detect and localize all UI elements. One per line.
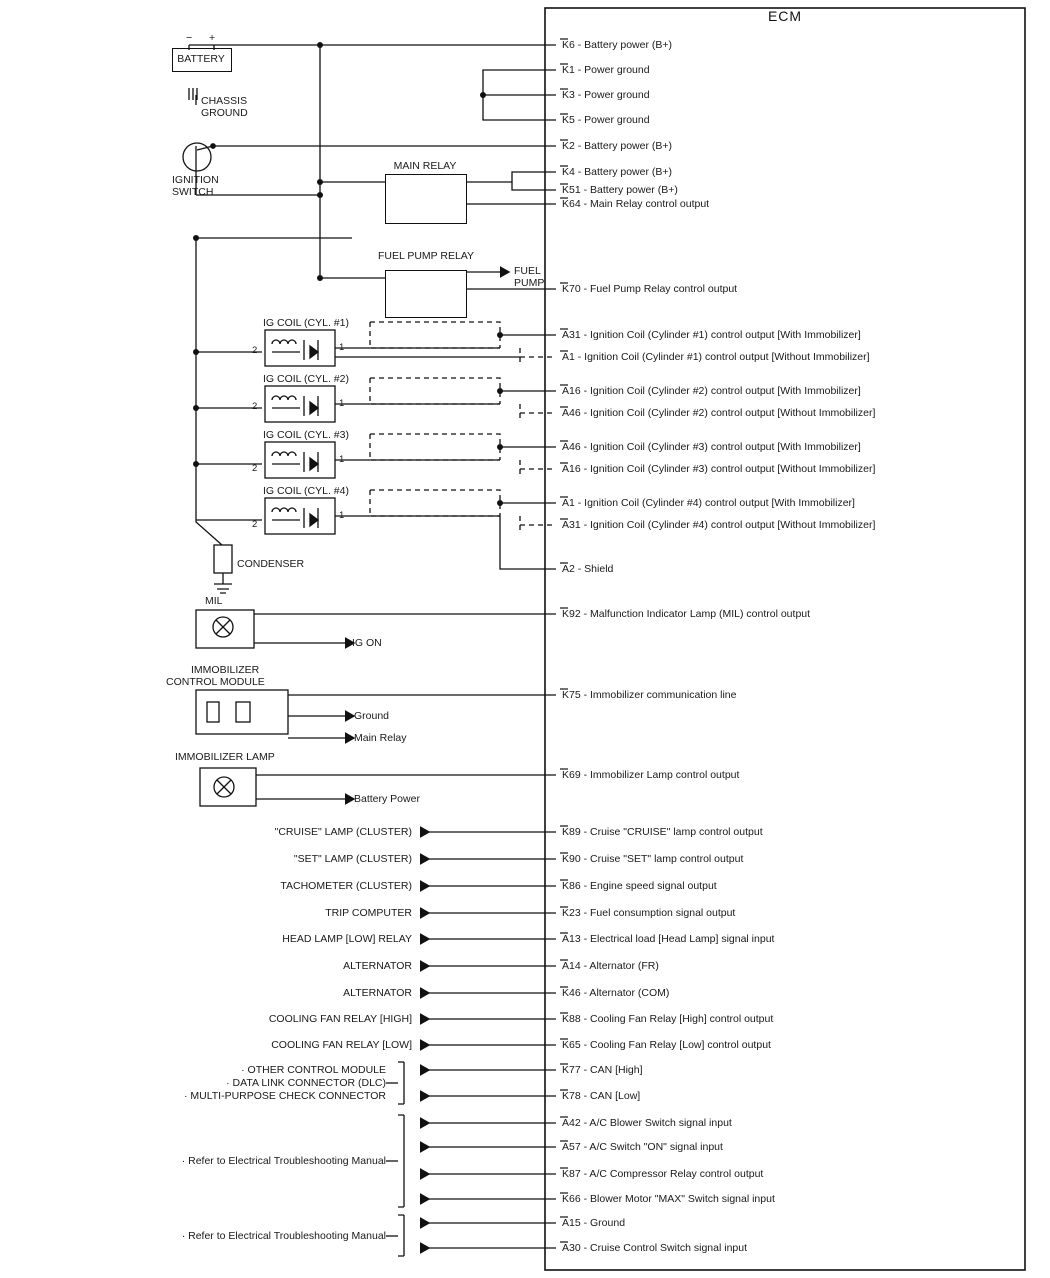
chassis-ground-label-line1: CHASSIS <box>201 95 248 107</box>
left-label-alternator-fr: ALTERNATOR <box>343 960 412 972</box>
ig-coil-3-label: IG COIL (CYL. #3) <box>263 429 349 441</box>
ecm-pin-k3: K3 - Power ground <box>562 89 650 101</box>
left-label-cooling-fan-relay-low: COOLING FAN RELAY [LOW] <box>271 1039 412 1051</box>
ecm-pin-a14: A14 - Alternator (FR) <box>562 960 659 972</box>
ecm-pin-k86: K86 - Engine speed signal output <box>562 880 717 892</box>
ig-coil-2-pin-1: 1 <box>339 398 345 409</box>
ecm-pin-a16b: A16 - Ignition Coil (Cylinder #3) control output [Without Immobilizer] <box>562 463 876 475</box>
ecm-pin-a1b: A1 - Ignition Coil (Cylinder #4) control output [With Immobilizer] <box>562 497 855 509</box>
ecm-pin-k69: K69 - Immobilizer Lamp control output <box>562 769 740 781</box>
ecm-pin-a16a: A16 - Ignition Coil (Cylinder #2) control output [With Immobilizer] <box>562 385 861 397</box>
fuel-pump-relay-label: FUEL PUMP RELAY <box>377 250 475 262</box>
ig-coil-2-pin-2: 2 <box>252 401 258 412</box>
left-label-tachometer-cluster: TACHOMETER (CLUSTER) <box>280 880 412 892</box>
ig-coil-4-pin-1: 1 <box>339 510 345 521</box>
ignition-switch-label-line2: SWITCH <box>172 186 214 198</box>
ecm-pin-a13: A13 - Electrical load [Head Lamp] signal input <box>562 933 775 945</box>
ecm-pin-k88: K88 - Cooling Fan Relay [High] control output <box>562 1013 774 1025</box>
left-label-cooling-fan-relay-high: COOLING FAN RELAY [HIGH] <box>268 1013 412 1025</box>
ig-coil-3-pin-1: 1 <box>339 454 345 465</box>
ecm-pin-a46b: A46 - Ignition Coil (Cylinder #3) control output [With Immobilizer] <box>562 441 861 453</box>
immobilizer-lamp-label: IMMOBILIZER LAMP <box>175 751 275 763</box>
left-label-set-lamp-cluster: "SET" LAMP (CLUSTER) <box>293 853 412 865</box>
ecm-pin-k89: K89 - Cruise "CRUISE" lamp control output <box>562 826 763 838</box>
ecm-pin-k90: K90 - Cruise "SET" lamp control output <box>562 853 744 865</box>
ecm-pin-k77: K77 - CAN [High] <box>562 1064 643 1076</box>
ig-coil-3-pin-2: 2 <box>252 463 258 474</box>
immobilizer-ground-label: Ground <box>354 710 390 722</box>
ecm-pin-k66: K66 - Blower Motor "MAX" Switch signal input <box>562 1193 775 1205</box>
battery-negative-terminal: − <box>186 32 193 44</box>
ig-coil-1-label: IG COIL (CYL. #1) <box>263 317 349 329</box>
ecm-pin-k87: K87 - A/C Compressor Relay control output <box>562 1168 764 1180</box>
ignition-switch-label-line1: IGNITION <box>172 174 219 186</box>
ecm-pin-a31a: A31 - Ignition Coil (Cylinder #1) control output [With Immobilizer] <box>562 329 861 341</box>
ecm-pin-k92: K92 - Malfunction Indicator Lamp (MIL) control output <box>562 608 811 620</box>
ig-coil-4-label: IG COIL (CYL. #4) <box>263 485 349 497</box>
ecm-pin-k75: K75 - Immobilizer communication line <box>562 689 737 701</box>
ecm-pin-a1a: A1 - Ignition Coil (Cylinder #1) control output [Without Immobilizer] <box>562 351 870 363</box>
ecm-pin-k70: K70 - Fuel Pump Relay control output <box>562 283 738 295</box>
main-relay-label: MAIN RELAY <box>393 160 457 172</box>
immobilizer-control-module-label-line1: IMMOBILIZER <box>191 664 260 676</box>
ig-coil-1-pin-2: 2 <box>252 345 258 356</box>
immobilizer-control-module-label-line2: CONTROL MODULE <box>166 676 265 688</box>
ecm-title: ECM <box>767 8 803 24</box>
ecm-pin-k6: K6 - Battery power (B+) <box>562 39 672 51</box>
left-label-head-lamp-low-relay: HEAD LAMP [LOW] RELAY <box>282 933 412 945</box>
immobilizer-lamp-battery-power-label: Battery Power <box>354 793 420 805</box>
ecm-pin-k64: K64 - Main Relay control output <box>562 198 710 210</box>
immobilizer-main-relay-label: Main Relay <box>354 732 407 744</box>
ecm-pin-a42: A42 - A/C Blower Switch signal input <box>562 1117 732 1129</box>
ecm-pin-k46: K46 - Alternator (COM) <box>562 987 670 999</box>
ecm-pin-k51: K51 - Battery power (B+) <box>562 184 678 196</box>
left-label-data-link-connector: · DATA LINK CONNECTOR (DLC) <box>226 1077 386 1089</box>
ecm-pin-a30: A30 - Cruise Control Switch signal input <box>562 1242 748 1254</box>
fuel-pump-label-line2: PUMP <box>514 277 545 289</box>
battery-label: BATTERY <box>177 53 225 65</box>
ecm-pin-a57: A57 - A/C Switch "ON" signal input <box>562 1141 723 1153</box>
ecm-pin-a15: A15 - Ground <box>562 1217 626 1229</box>
ecm-pin-k4: K4 - Battery power (B+) <box>562 166 672 178</box>
ecm-pin-a46a: A46 - Ignition Coil (Cylinder #2) control output [Without Immobilizer] <box>562 407 876 419</box>
ig-coil-4-pin-2: 2 <box>252 519 258 530</box>
ig-coil-1-pin-1: 1 <box>339 342 345 353</box>
chassis-ground-label-line2: GROUND <box>201 107 248 119</box>
left-label-alternator-com: ALTERNATOR <box>343 987 412 999</box>
condenser-label: CONDENSER <box>237 558 305 570</box>
fuel-pump-relay-box <box>385 270 467 318</box>
ecm-pin-k78: K78 - CAN [Low] <box>562 1090 641 1102</box>
ig-coil-2-label: IG COIL (CYL. #2) <box>263 373 349 385</box>
ecm-pin-a2: A2 - Shield <box>562 563 614 575</box>
ecm-pin-k23: K23 - Fuel consumption signal output <box>562 907 736 919</box>
left-label-cruise-lamp-cluster: "CRUISE" LAMP (CLUSTER) <box>274 826 412 838</box>
mil-label: MIL <box>205 595 223 607</box>
left-label-other-control-module: · OTHER CONTROL MODULE <box>241 1064 386 1076</box>
fuel-pump-label-line1: FUEL <box>514 265 541 277</box>
left-label-trip-computer: TRIP COMPUTER <box>325 907 412 919</box>
main-relay-box <box>385 174 467 224</box>
ecm-pin-k1: K1 - Power ground <box>562 64 650 76</box>
ecm-pin-k65: K65 - Cooling Fan Relay [Low] control output <box>562 1039 771 1051</box>
battery-positive-terminal: + <box>209 32 216 44</box>
left-label-refer-manual-1: · Refer to Electrical Troubleshooting Manual <box>181 1155 386 1167</box>
ecm-pin-k2: K2 - Battery power (B+) <box>562 140 672 152</box>
ig-on-label: IG ON <box>352 637 382 649</box>
left-label-refer-manual-2: · Refer to Electrical Troubleshooting Manual <box>181 1230 386 1242</box>
ecm-pin-a31b: A31 - Ignition Coil (Cylinder #4) control output [Without Immobilizer] <box>562 519 876 531</box>
ecm-pin-k5: K5 - Power ground <box>562 114 650 126</box>
left-label-multi-purpose-check-connector: · MULTI-PURPOSE CHECK CONNECTOR <box>183 1090 386 1102</box>
